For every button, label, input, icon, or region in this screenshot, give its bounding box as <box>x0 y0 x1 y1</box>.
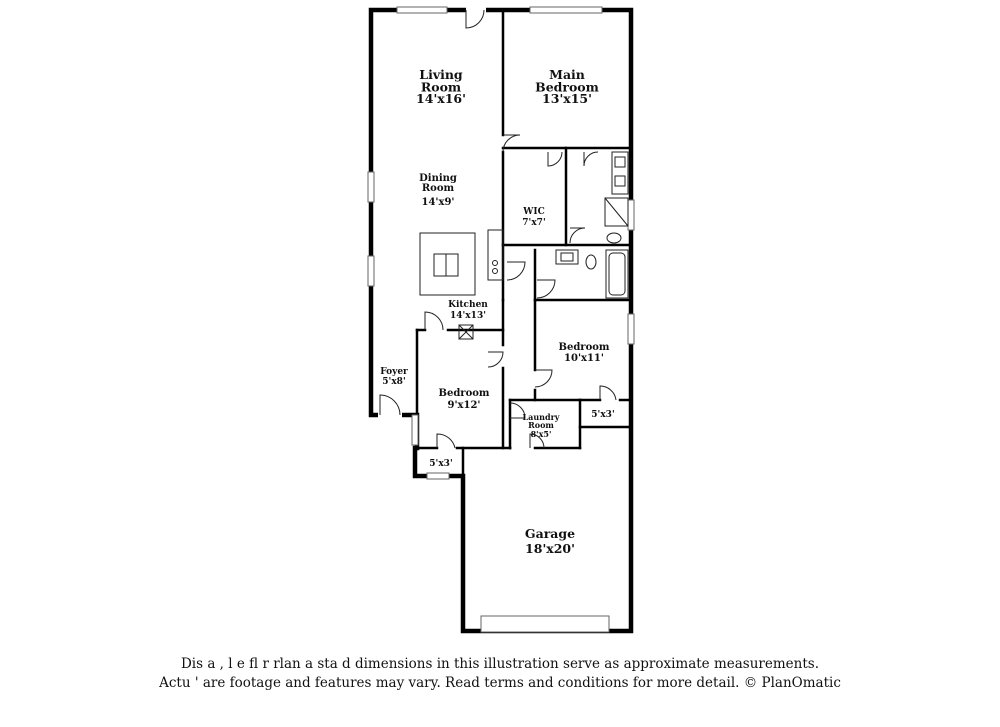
closet-right-label: 5'x3' <box>591 410 615 420</box>
stove-burner-icon <box>493 261 498 266</box>
bedroom-right-label: Bedroom 10'x11' <box>558 342 610 364</box>
disclaimer-line-2: Actu ' are footage and features may vary. Read terms and conditions for more detail. © PlanOmatic <box>159 675 841 691</box>
main-bath-sink-icon <box>615 176 625 186</box>
disclaimer <box>0 655 1000 693</box>
foyer-label: Foyer 5'x8' <box>380 367 408 387</box>
toilet-icon <box>607 233 621 243</box>
closet-left-label: 5'x3' <box>429 459 453 469</box>
room-name-line-2: Bedroom <box>535 79 599 95</box>
kitchen-label: Kitchen 14'x13' <box>448 300 488 321</box>
wic-label: WIC 7'x7' <box>522 207 546 228</box>
windows <box>368 7 634 632</box>
room-name-line-2: Room <box>528 420 554 430</box>
exterior-walls <box>371 10 631 631</box>
kitchen-island <box>420 233 475 295</box>
main-bedroom-label: Main Bedroom 13'x15' <box>535 67 599 106</box>
garage-label: Garage 18'x20' <box>524 526 576 556</box>
dining-room-label: Dining Room 14'x9' <box>419 173 457 208</box>
hall-bath-sink-icon <box>556 250 578 264</box>
disclaimer-line-1: Dis a , l e fl r rlan a sta d dimensions in this illustration serve as approximate measurements. <box>180 656 819 672</box>
room-name-line-2: Room <box>420 79 462 95</box>
bedroom-left-label: Bedroom 9'x12' <box>438 388 490 411</box>
main-bath-sink-icon <box>615 157 625 167</box>
stove-burner-icon <box>493 269 498 274</box>
room-name-line-2: Room <box>421 183 455 194</box>
living-room-label: Living Room 14'x16' <box>416 67 466 106</box>
kitchen-counter <box>488 230 503 280</box>
main-bath-vanity <box>612 152 628 194</box>
laundry-room-label: Laundry Room 8'x5' <box>522 412 560 439</box>
toilet-icon <box>586 255 596 269</box>
room-labels <box>380 67 615 556</box>
